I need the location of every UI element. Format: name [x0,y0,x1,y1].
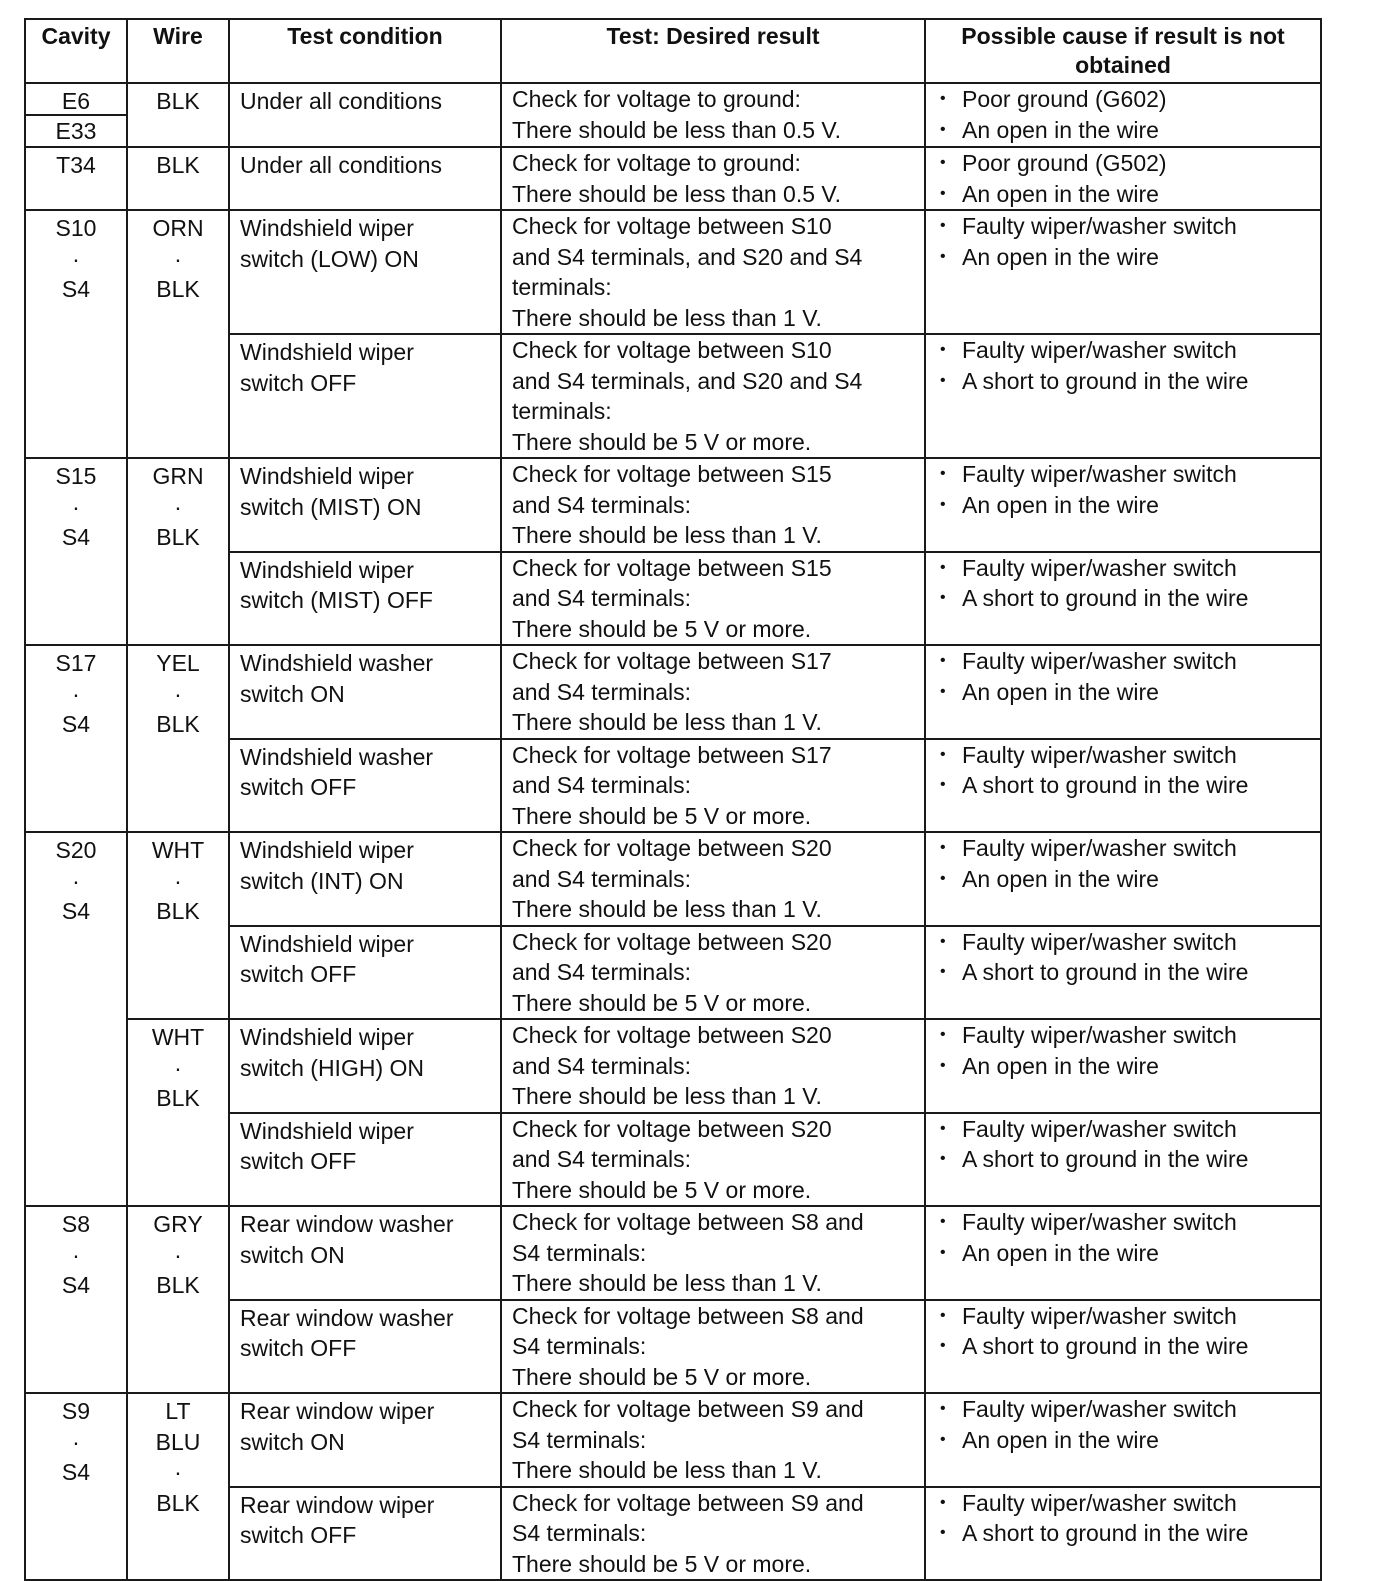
cavity-value: S9 [61,1398,91,1424]
cavity-cell [25,832,127,1206]
condition-line: switch (MIST) ON [240,493,422,520]
cause-item: • Faulty wiper/washer switch [940,833,1314,864]
cause-item: • Faulty wiper/washer switch [940,335,1314,366]
test-line: S4 terminals: [512,1426,647,1453]
cause-cell [925,1393,1321,1487]
cavity-value: S10 [55,215,97,241]
condition-line: switch OFF [240,1335,357,1361]
test-line: S4 terminals: [512,1239,647,1266]
header-row [25,19,1321,83]
test-line: and S4 terminals: [512,491,691,518]
test-line: Check for voltage between S8 and [512,1209,864,1235]
cause-cell [925,926,1321,1020]
condition-cell: Under all conditions [229,147,501,210]
condition-line: Windshield washer [240,743,434,770]
test-cell [501,926,925,1020]
test-line: and S4 terminals: [512,1052,691,1079]
condition-cell [229,739,501,833]
test-line: There should be 5 V or more. [512,1550,812,1577]
cavity-cell [25,645,127,832]
cause-item: • An open in the wire [940,490,1314,521]
cause-cell [925,1206,1321,1300]
wire-color: BLK [156,1085,200,1111]
cavity-value: S15 [55,463,97,489]
cause-item: • Faulty wiper/washer switch [940,1301,1314,1332]
cause-cell [925,147,1321,210]
test-line: Check for voltage between S15 [512,461,832,487]
cause-item: • Faulty wiper/washer switch [940,1488,1314,1519]
test-line: There should be less than 1 V. [512,522,822,548]
test-cell [501,1393,925,1487]
wire-color: BLK [156,524,200,550]
test-line: Check for voltage between S9 and [512,1396,864,1422]
wire-color: BLK [156,276,200,302]
cause-item: • An open in the wire [940,1238,1314,1269]
test-line: and S4 terminals, and S20 and S4 [512,367,863,394]
test-line: terminals: [512,274,612,300]
cause-item: • An open in the wire [940,115,1314,146]
condition-line: switch ON [240,1241,345,1268]
cavity-value: E33 [55,118,97,144]
cavity-value: S8 [61,1211,91,1237]
condition-cell [229,1487,501,1581]
separator-dot: · [72,867,80,894]
table-row [25,83,1321,147]
table-row [25,832,1321,926]
cause-cell [925,832,1321,926]
test-cell [501,832,925,926]
test-line: Check for voltage between S20 [512,928,832,955]
condition-line: Windshield wiper [240,1024,414,1050]
table-row [25,458,1321,552]
test-cell [501,645,925,739]
wire-cell [127,458,229,645]
test-line: Check for voltage to ground: [512,150,801,176]
condition-line: Windshield wiper [240,556,414,583]
test-line: There should be 5 V or more. [512,802,812,829]
test-line: There should be less than 1 V. [512,304,822,331]
cavity-value: E6 [26,84,126,116]
test-line: Check for voltage between S8 and [512,1302,864,1329]
separator-dot: · [72,680,80,707]
cause-item: • Faulty wiper/washer switch [940,1114,1314,1145]
test-cell [501,552,925,646]
table-row [25,1393,1321,1487]
test-cell [501,210,925,334]
cavity-value: S4 [61,711,91,737]
test-cell [501,1019,925,1113]
cavity-cell [25,83,127,147]
test-line: and S4 terminals: [512,865,691,892]
cause-item: • An open in the wire [940,179,1314,210]
cause-cell [925,458,1321,552]
wire-cell [127,832,229,1019]
test-line: and S4 terminals: [512,959,691,985]
wire-color: BLK [156,898,200,924]
test-line: Check for voltage between S20 [512,1115,832,1142]
condition-line: switch ON [240,680,345,707]
cause-cell [925,739,1321,833]
test-line: Check for voltage between S20 [512,1022,832,1048]
condition-line: Windshield wiper [240,463,414,489]
condition-cell [229,210,501,334]
condition-cell [229,552,501,646]
cause-cell [925,1487,1321,1581]
test-line: S4 terminals: [512,1520,647,1546]
condition-line: Windshield wiper [240,215,414,241]
cause-item: • Faulty wiper/washer switch [940,1020,1314,1051]
cause-item: • Faulty wiper/washer switch [940,459,1314,490]
wire-cell [127,1206,229,1393]
test-line: Check for voltage between S17 [512,648,832,674]
condition-line: switch OFF [240,1148,357,1174]
condition-line: Rear window washer [240,1304,454,1331]
test-line: and S4 terminals: [512,1146,691,1172]
cause-item: • A short to ground in the wire [940,366,1314,397]
cavity-value: S20 [55,837,97,863]
cause-item: • A short to ground in the wire [940,1331,1314,1362]
cause-item: • A short to ground in the wire [940,1144,1314,1175]
cause-item: • An open in the wire [940,864,1314,895]
cavity-value: S17 [55,650,97,676]
wire-cell: BLK [127,147,229,210]
condition-line: switch OFF [240,961,357,987]
table-row [25,1206,1321,1300]
wire-color: YEL [156,650,200,676]
cause-cell [925,83,1321,147]
condition-cell [229,334,501,458]
header-wire: Wire [127,19,229,83]
condition-line: Rear window wiper [240,1491,435,1518]
condition-line: Rear window washer [240,1211,454,1237]
test-line: There should be less than 1 V. [512,1083,822,1109]
cavity-value: S4 [61,524,91,550]
test-line: There should be 5 V or more. [512,615,812,642]
cause-cell [925,334,1321,458]
test-line: There should be less than 0.5 V. [512,116,842,143]
separator-dot: · [72,1241,80,1268]
wire-cell [127,1019,229,1206]
separator-dot: · [174,680,182,707]
test-line: Check for voltage between S9 and [512,1489,864,1516]
wire-cell [127,210,229,458]
condition-line: switch (LOW) ON [240,245,419,272]
test-line: Check for voltage between S10 [512,213,832,239]
cavity-cell [25,1393,127,1580]
cause-item: • An open in the wire [940,1051,1314,1082]
test-line: There should be 5 V or more. [512,1363,812,1390]
cause-item: • An open in the wire [940,677,1314,708]
table-row [25,147,1321,210]
wire-color: WHT [151,1024,205,1050]
table-row [25,1019,1321,1113]
test-line: Check for voltage between S20 [512,835,832,861]
table-row [25,210,1321,334]
cavity-value: S4 [61,898,91,924]
cause-cell [925,1300,1321,1394]
header-cavity: Cavity [25,19,127,83]
wire-cell [127,645,229,832]
test-line: There should be 5 V or more. [512,1176,812,1203]
separator-dot: · [72,1428,80,1455]
test-line: There should be less than 1 V. [512,896,822,922]
cause-cell [925,645,1321,739]
test-line: There should be 5 V or more. [512,428,812,455]
wire-color: GRY [153,1211,203,1237]
condition-cell [229,1300,501,1394]
wire-color: BLK [156,1272,200,1298]
condition-cell [229,645,501,739]
header-desired-result: Test: Desired result [501,19,925,83]
test-line: Check for voltage between S10 [512,337,832,363]
separator-dot: · [174,245,182,272]
cause-item: • A short to ground in the wire [940,957,1314,988]
condition-line: switch OFF [240,1522,357,1548]
cause-item: • Poor ground (G602) [940,84,1314,115]
cause-item: • An open in the wire [940,1425,1314,1456]
cavity-cell: T34 [25,147,127,210]
wire-color: BLK [156,1489,200,1516]
condition-line: switch ON [240,1428,345,1455]
wire-color: WHT [151,837,205,863]
wire-color: LT [165,1398,191,1424]
wire-color: ORN [152,215,204,241]
condition-cell: Under all conditions [229,83,501,147]
troubleshooting-table [24,18,1322,1581]
cavity-cell [25,458,127,645]
wire-color: BLU [155,1428,201,1455]
test-cell [501,739,925,833]
header-test-condition: Test condition [229,19,501,83]
separator-dot: · [174,1054,182,1081]
condition-cell [229,926,501,1020]
cause-item: • Faulty wiper/washer switch [940,553,1314,584]
condition-line: switch (MIST) OFF [240,587,433,613]
cause-item: • Faulty wiper/washer switch [940,740,1314,771]
test-line: Check for voltage to ground: [512,86,801,112]
wiper-test-document [24,18,1320,1581]
cause-item: • A short to ground in the wire [940,583,1314,614]
cause-item: • Faulty wiper/washer switch [940,1394,1314,1425]
cavity-value: S4 [61,276,91,302]
condition-cell [229,1206,501,1300]
test-cell [501,147,925,210]
test-line: terminals: [512,398,612,424]
cause-item: • Poor ground (G502) [940,148,1314,179]
condition-cell [229,832,501,926]
test-line: Check for voltage between S17 [512,741,832,768]
condition-line: switch OFF [240,369,357,396]
separator-dot: · [174,493,182,520]
test-line: S4 terminals: [512,1333,647,1359]
condition-cell [229,1113,501,1207]
condition-line: Windshield wiper [240,837,414,863]
condition-line: switch (HIGH) ON [240,1054,424,1081]
cause-cell [925,1113,1321,1207]
cause-cell [925,210,1321,334]
test-cell [501,83,925,147]
test-line: There should be less than 1 V. [512,1270,822,1296]
cavity-cell [25,1206,127,1393]
test-line: There should be less than 1 V. [512,709,822,735]
condition-cell [229,1019,501,1113]
cause-item: • Faulty wiper/washer switch [940,1207,1314,1238]
test-line: There should be 5 V or more. [512,989,812,1016]
test-cell [501,1206,925,1300]
wire-color: BLK [156,711,200,737]
test-line: There should be less than 1 V. [512,1457,822,1483]
cause-item: • An open in the wire [940,242,1314,273]
cavity-value: S4 [61,1459,91,1485]
wire-cell: BLK [127,83,229,147]
cause-item: • Faulty wiper/washer switch [940,927,1314,958]
condition-line: Windshield wiper [240,1117,414,1144]
condition-cell [229,458,501,552]
cause-item: • A short to ground in the wire [940,1518,1314,1549]
cavity-cell [25,210,127,458]
test-line: and S4 terminals: [512,772,691,798]
test-line: There should be less than 0.5 V. [512,180,842,207]
cause-cell [925,552,1321,646]
separator-dot: · [174,867,182,894]
condition-line: switch (INT) ON [240,867,404,894]
test-cell [501,1300,925,1394]
header-possible-cause: Possible cause if result is not obtained [925,19,1321,83]
test-cell [501,334,925,458]
table-row [25,645,1321,739]
cause-cell [925,1019,1321,1113]
condition-line: Windshield washer [240,650,434,676]
condition-line: Windshield wiper [240,930,414,957]
separator-dot: · [174,1459,182,1485]
cavity-value: S4 [61,1272,91,1298]
wire-cell [127,1393,229,1580]
condition-line: switch OFF [240,774,357,800]
condition-cell [229,1393,501,1487]
test-cell [501,1113,925,1207]
cause-item: • Faulty wiper/washer switch [940,211,1314,242]
test-cell [501,1487,925,1581]
wire-color: GRN [152,463,204,489]
separator-dot: · [72,493,80,520]
test-line: and S4 terminals: [512,678,691,705]
test-line: Check for voltage between S15 [512,554,832,581]
cause-item: • A short to ground in the wire [940,770,1314,801]
condition-line: Windshield wiper [240,339,414,365]
condition-line: Rear window wiper [240,1398,435,1424]
cause-item: • Faulty wiper/washer switch [940,646,1314,677]
test-line: and S4 terminals: [512,585,691,611]
separator-dot: · [174,1241,182,1268]
test-cell [501,458,925,552]
separator-dot: · [72,245,80,272]
test-line: and S4 terminals, and S20 and S4 [512,243,863,270]
